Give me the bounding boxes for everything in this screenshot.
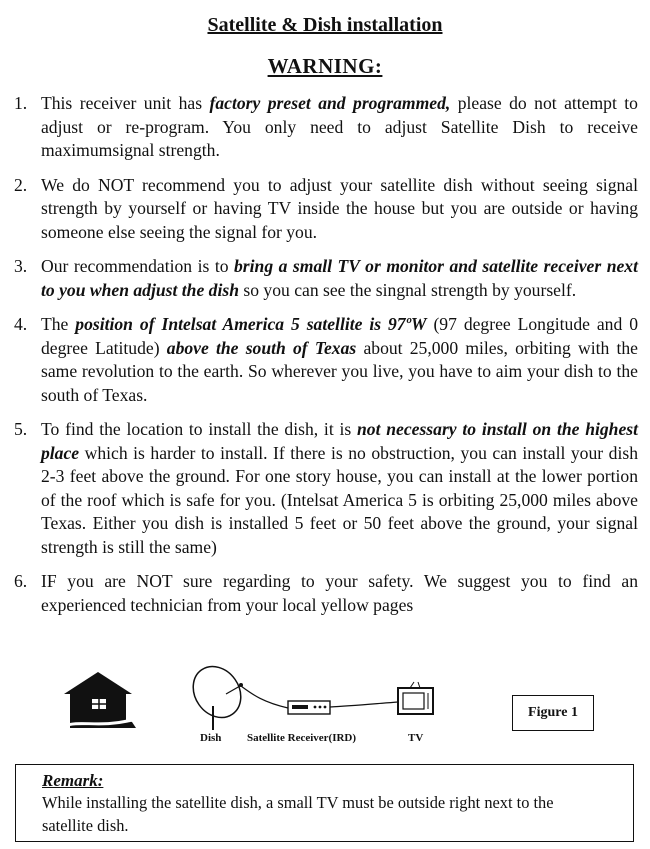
item-text: IF you are NOT sure regarding to your safety. We suggest you to find an experienced technician from your local yellow pages xyxy=(41,571,638,615)
item-number: 6. xyxy=(14,571,28,591)
item-text: The position of Intelsat America 5 satellite is 97ºW (97 degree Longitude and 0 degree Latitude) above the south of Texas about 25,000 miles, orbiting with the same revolution to the earth. So wherever you live, you have to aim your dish to the south of Texas. xyxy=(41,314,638,405)
receiver-caption: Satellite Receiver(IRD) xyxy=(247,732,357,744)
dish-caption: Dish xyxy=(200,732,222,744)
list-item xyxy=(14,418,638,559)
instruction-list xyxy=(14,92,638,628)
receiver-cable xyxy=(330,702,398,707)
satellite-receiver-icon xyxy=(288,701,330,714)
list-item xyxy=(14,313,638,407)
remark-box xyxy=(15,764,634,842)
tv-caption: TV xyxy=(408,732,424,744)
item-text: We do NOT recommend you to adjust your satellite dish without seeing signal strength by yourself or having TV inside the house but you are outside or having someone else seeing the signal for you. xyxy=(41,174,638,242)
item-number: 1. xyxy=(14,93,28,113)
page-title: Satellite & Dish installation xyxy=(207,14,443,36)
item-number: 4. xyxy=(14,314,28,334)
satellite-dish-icon xyxy=(183,664,250,730)
item-text: This receiver unit has factory preset and programmed, please do not attempt to adjust or re-program. You only need to adjust Satellite Dish to receive maximumsignal strength. xyxy=(41,93,638,160)
remark-title: Remark: xyxy=(42,771,104,790)
list-item xyxy=(14,255,638,302)
item-number: 3. xyxy=(14,256,28,276)
installation-figure xyxy=(0,664,650,754)
warning-heading: WARNING: xyxy=(267,54,383,78)
list-item xyxy=(14,92,638,163)
list-item xyxy=(14,174,638,245)
list-item xyxy=(14,570,638,617)
tv-icon xyxy=(398,682,433,714)
figure-label: Figure 1 xyxy=(512,695,594,731)
remark-text: While installing the satellite dish, a small TV must be outside right next to the satellite dish. xyxy=(42,793,554,835)
house-icon xyxy=(64,672,136,728)
item-text: Our recommendation is to bring a small TV or monitor and satellite receiver next to you when adjust the dish so you can see the singnal strength by yourself. xyxy=(41,256,638,300)
dish-cable xyxy=(241,686,288,708)
item-number: 2. xyxy=(14,174,28,195)
item-text: To find the location to install the dish, it is not necessary to install on the highest place which is harder to install. If there is no obstruction, you can install your dish 2-3 feet above the ground. For one story house, you can install at the lower portion of the roof which is safe for you. (Intelsat America 5 is orbiting 25,000 miles above Texas. Either you dish is installed 5 feet or 50 feet above the ground, your signal strength is still the same) xyxy=(41,419,639,557)
item-number: 5. xyxy=(14,419,28,439)
